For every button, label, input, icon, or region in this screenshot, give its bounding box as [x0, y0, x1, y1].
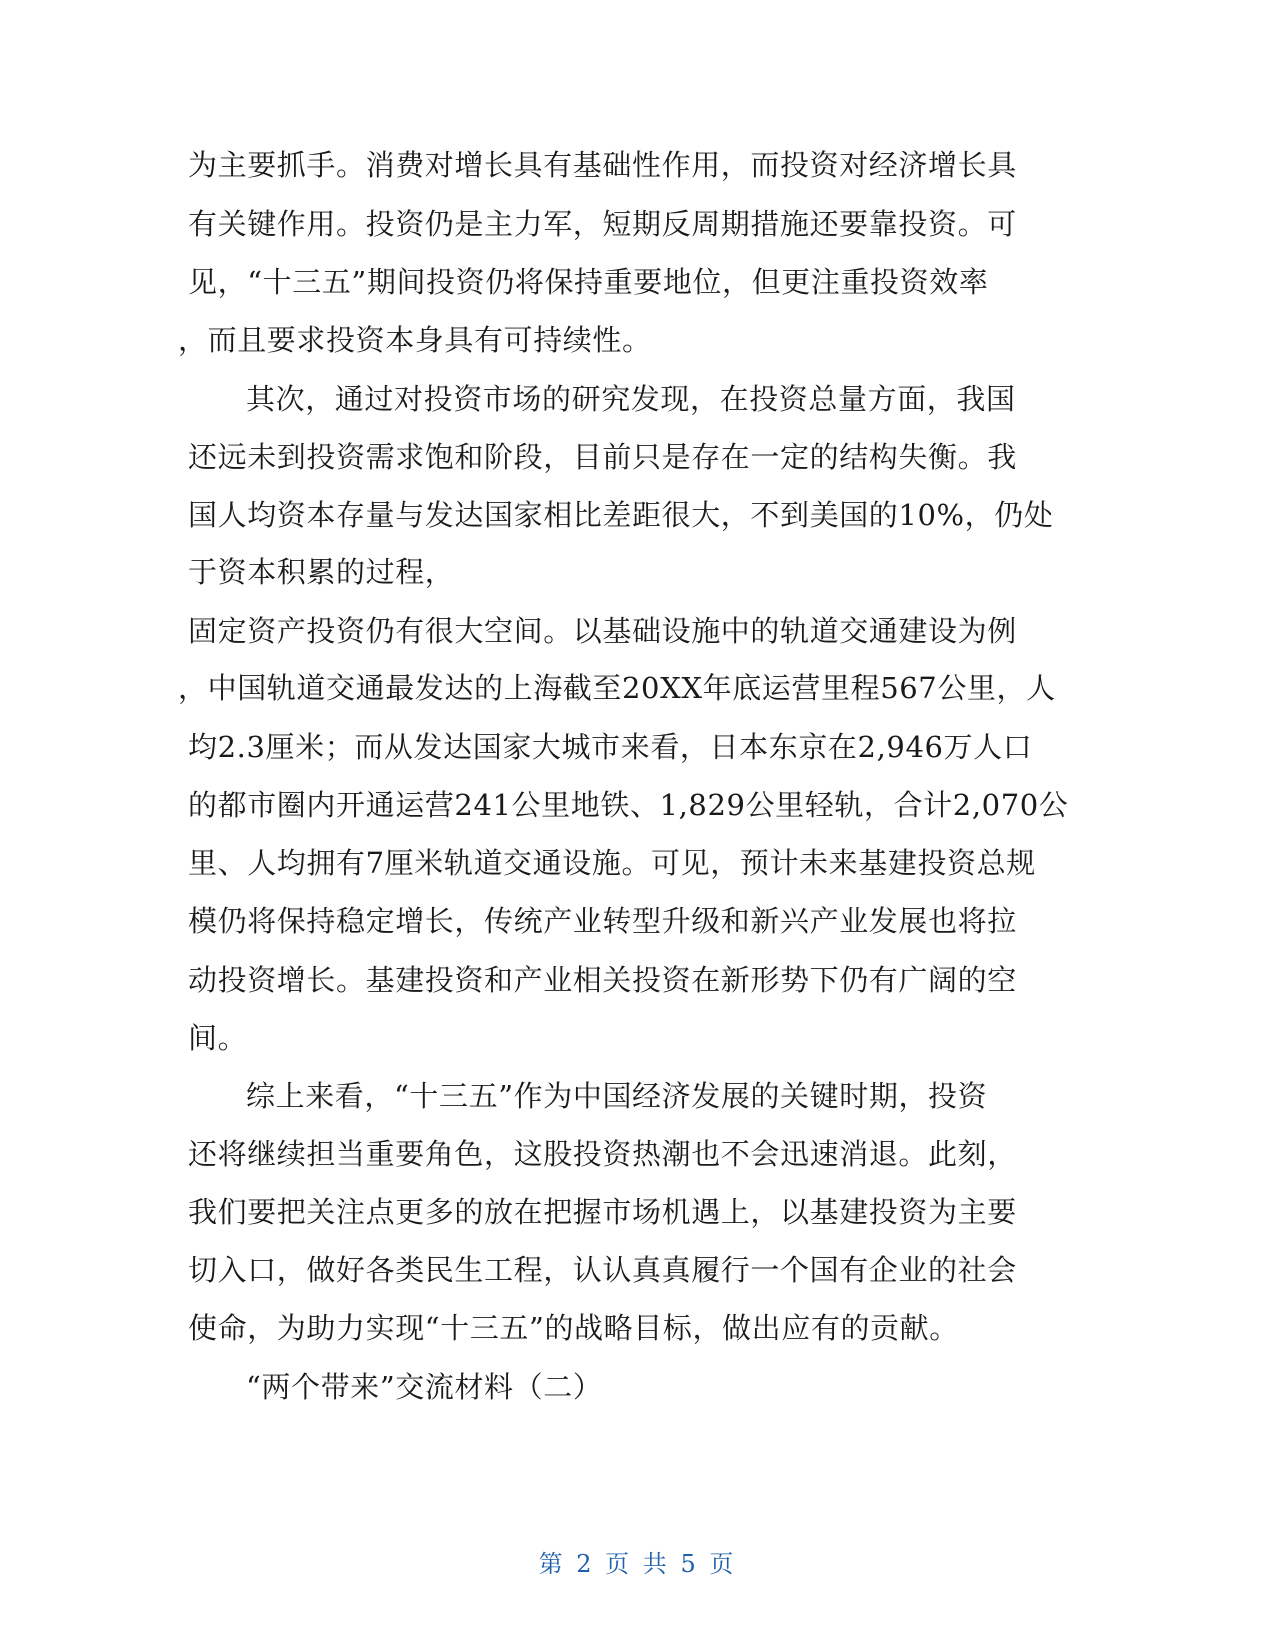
- body-text-line: 均2.3厘米；而从发达国家大城市来看，日本东京在2,946万人口: [188, 730, 1033, 764]
- body-text-line: 还将继续担当重要角色，这股投资热潮也不会迅速消退。此刻，: [188, 1137, 1017, 1171]
- body-text-line: 固定资产投资仍有很大空间。以基础设施中的轨道交通建设为例: [188, 614, 1017, 648]
- paragraph-start-line: 其次，通过对投资市场的研究发现，在投资总量方面，我国: [246, 382, 1016, 416]
- body-text-line: 见，“十三五”期间投资仍将保持重要地位，但更注重投资效率: [188, 265, 989, 299]
- body-text-line: 动投资增长。基建投资和产业相关投资在新形势下仍有广阔的空: [188, 963, 1017, 997]
- paragraph-start-line: 综上来看，“十三五”作为中国经济发展的关键时期，投资: [246, 1079, 988, 1113]
- section-heading: “两个带来”交流材料（二）: [246, 1370, 603, 1404]
- body-text-line: 里、人均拥有7厘米轨道交通设施。可见，预计未来基建投资总规: [188, 846, 1036, 880]
- body-text-line: 切入口，做好各类民生工程，认认真真履行一个国有企业的社会: [188, 1253, 1017, 1287]
- page-number-footer: 第 2 页 共 5 页: [538, 1550, 737, 1578]
- body-text-line: 间。: [188, 1021, 248, 1055]
- body-text-line: 为主要抓手。消费对增长具有基础性作用，而投资对经济增长具: [188, 148, 1017, 182]
- body-text-line: 于资本积累的过程，: [188, 555, 455, 589]
- body-text-line: ，中国轨道交通最发达的上海截至20XX年底运营里程567公里，人: [178, 671, 1056, 705]
- body-text-line: 模仍将保持稳定增长，传统产业转型升级和新兴产业发展也将拉: [188, 904, 1017, 938]
- body-text-line: 的都市圈内开通运营241公里地铁、1,829公里轻轨，合计2,070公: [188, 788, 1069, 822]
- body-text-line: 使命，为助力实现“十三五”的战略目标，做出应有的贡献。: [188, 1311, 959, 1345]
- body-text-line: 还远未到投资需求饱和阶段，目前只是存在一定的结构失衡。我: [188, 440, 1017, 474]
- body-text-line: 我们要把关注点更多的放在把握市场机遇上，以基建投资为主要: [188, 1195, 1017, 1229]
- body-text-line: 有关键作用。投资仍是主力军，短期反周期措施还要靠投资。可: [188, 207, 1017, 241]
- body-text-line: ，而且要求投资本身具有可持续性。: [178, 323, 652, 357]
- body-text-line: 国人均资本存量与发达国家相比差距很大，不到美国的10%，仍处: [188, 498, 1054, 532]
